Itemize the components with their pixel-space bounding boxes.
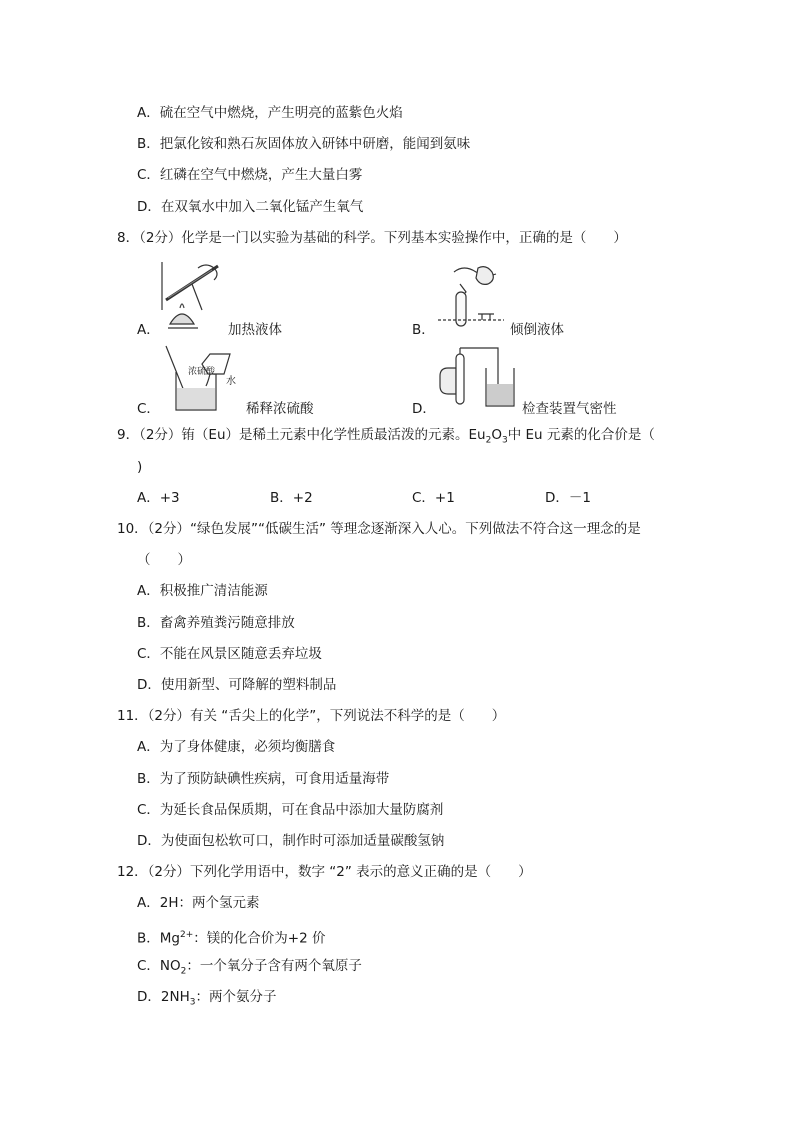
- q9-stem: 9．（2分）铕（Eu）是稀土元素中化学性质最活泼的元素。$Eu_2O_3$中 Eu 元素的化合价是（: [117, 427, 655, 446]
- q9-option-b: B．+2: [270, 490, 313, 506]
- q10-stem-cont: （ ）: [137, 552, 191, 568]
- q9-option-c: C．+1: [412, 490, 455, 506]
- q11-option-c: C．为延长食品保质期，可在食品中添加大量防腐剂: [137, 802, 444, 818]
- q11-option-b: B．为了预防缺碘性疾病，可食用适量海带: [137, 771, 390, 787]
- q10-stem: 10．（2分）“绿色发展”“低碳生活” 等理念逐渐深入人心。下列做法不符合这一理念的是: [117, 521, 641, 537]
- heating-liquid-figure: [158, 258, 226, 334]
- q8-option-c-caption: 稀释浓硫酸: [246, 401, 314, 417]
- q8-option-d-caption: 检查装置气密性: [522, 401, 617, 417]
- q10-option-a: A．积极推广清洁能源: [137, 583, 268, 599]
- q12-option-b: B．$Mg^{2+}$：镁的化合价为+2 价: [137, 930, 326, 947]
- airtightness-check-figure: [434, 346, 524, 412]
- q10-option-d: D．使用新型、可降解的塑料制品: [137, 677, 337, 693]
- pouring-liquid-figure: [434, 262, 510, 330]
- water-label: 水: [226, 376, 236, 387]
- q11-option-d: D．为使面包松软可口，制作时可添加适量碳酸氢钠: [137, 833, 445, 849]
- q9-option-a: A．+3: [137, 490, 180, 506]
- q7-option-d: D．在双氧水中加入二氧化锰产生氧气: [137, 199, 364, 215]
- q9-option-d: D．－1: [545, 490, 591, 506]
- q8-option-b-caption: 倾倒液体: [510, 322, 564, 338]
- q12-option-d: D．$2NH_3$：两个氨分子: [137, 989, 277, 1008]
- q10-option-b: B．畜禽养殖粪污随意排放: [137, 615, 295, 631]
- q8-option-d-letter: D．: [412, 401, 436, 417]
- q7-option-c: C．红磷在空气中燃烧，产生大量白雾: [137, 167, 363, 183]
- acid-label: 浓硫酸: [188, 367, 216, 377]
- q12-option-c: C．$NO_2$：一个氧分子含有两个氧原子: [137, 958, 362, 977]
- q8-stem: 8．（2分）化学是一门以实验为基础的科学。下列基本实验操作中，正确的是（ ）: [117, 230, 627, 246]
- q7-option-a: A．硫在空气中燃烧，产生明亮的蓝紫色火焰: [137, 105, 403, 121]
- q11-stem: 11．（2分）有关 “舌尖上的化学”，下列说法不科学的是（ ）: [117, 708, 506, 724]
- q8-option-b-letter: B．: [412, 322, 435, 338]
- diluting-acid-figure: [160, 344, 250, 414]
- q7-option-b: B．把氯化铵和熟石灰固体放入研钵中研磨，能闻到氨味: [137, 136, 471, 152]
- q9-stem-cont: ): [137, 459, 143, 475]
- q8-option-a-caption: 加热液体: [228, 322, 282, 338]
- q12-option-a: A．2H：两个氢元素: [137, 895, 260, 911]
- q10-option-c: C．不能在风景区随意丢弃垃圾: [137, 646, 322, 662]
- q12-stem: 12．（2分）下列化学用语中，数字 “2” 表示的意义正确的是（ ）: [117, 864, 532, 880]
- q11-option-a: A．为了身体健康，必须均衡膳食: [137, 739, 336, 755]
- q8-option-a-letter: A．: [137, 322, 160, 338]
- q8-option-c-letter: C．: [137, 401, 160, 417]
